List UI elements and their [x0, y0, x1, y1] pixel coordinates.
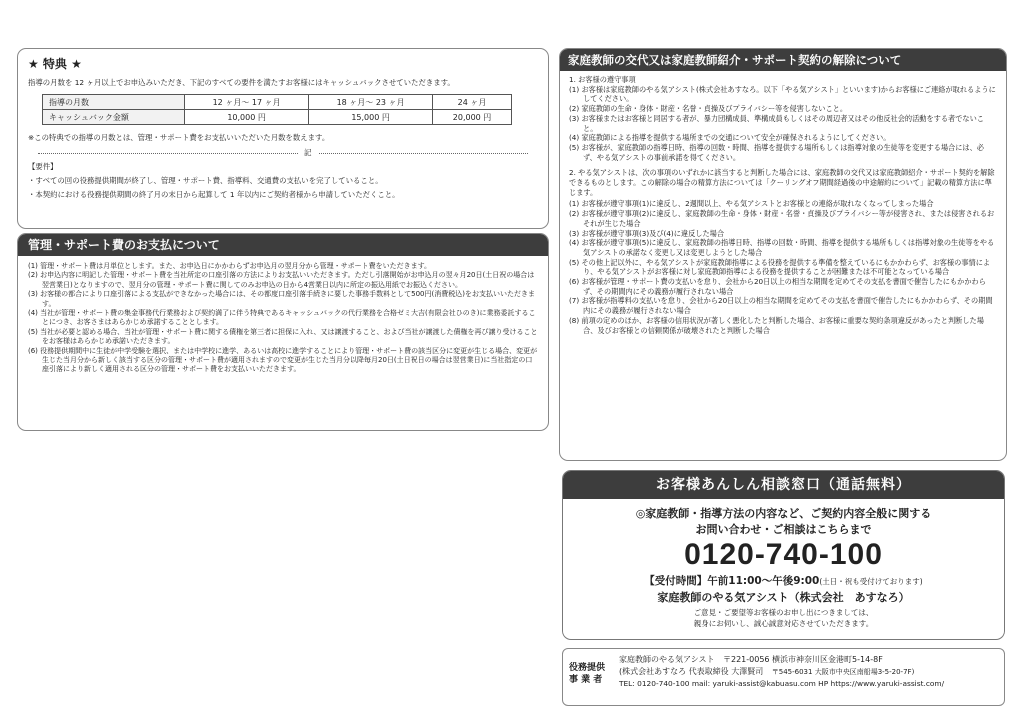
- section-1-title: 1. お客様の遵守事項: [569, 75, 636, 84]
- table-cell: 20,000 円: [433, 110, 512, 125]
- list-item: (7) お客様が指導料の支払いを怠り、会社から20日以上の相当な期間を定めてその支払を書面で催告したにもかかわらず、その期間内にその義務が履行されない場合: [569, 296, 993, 316]
- mgmt-fee-box: [17, 233, 549, 431]
- mgmt-fee-list: [18, 256, 548, 375]
- list-item: (3) お客様またはお客様と同居する者が、暴力団構成員、準構成員もしくはその周辺者又はその他反社会的活動をする者でないこと。: [569, 113, 984, 133]
- table-row: [43, 95, 512, 110]
- hours-text: 【受付時間】午前11:00～午後9:00: [644, 575, 820, 587]
- bonus-intro: 指導の月数を 12 ヶ月以上でお申込みいただき、下記のすべての要件を満たすお客様にはキャッシュバックさせていただきます。: [28, 78, 455, 87]
- list-item: (8) 前項の定めのほか、お客様の信用状況が著しく悪化したと判断した場合、お客様に重要な契約条項違反があったと判断した場合、及びお客様との信頼関係が破壊されたと判断した場合: [569, 315, 984, 335]
- list-item: (1) 管理・サポート費は月単位とします。また、お申込日にかかわらずお申込月の翌月分から管理・サポート費をいただきます。: [28, 262, 432, 270]
- list-item: (5) お客様が、家庭教師の指導日時、指導の回数・時間、指導を提供する場所もしくは指導対象の生徒等を変更する場合には、必ず、やる気アシストの事前承諾を得てください。: [569, 142, 984, 162]
- list-item: (2) 家庭教師の生命・身体・財産・名誉・貞操及びプライバシー等を侵害しないこと。: [569, 104, 848, 114]
- list-item: (2) お申込内容に明記した管理・サポート費を当社所定の口座引落の方法によりお支払いいただきます。ただし引落開始がお申込月の翌々月20日(土日祝の場合は翌営業日)となりますので、翌月分の管理・サポート費に関してのみお申込の日から4営業日以内に所定の振込用紙でお振込ください。: [28, 271, 535, 289]
- list-item: (4) 家庭教師による指導を提供する場所までの交通について安全が確保されるようにしてください。: [569, 133, 891, 143]
- mgmt-fee-title: 管理・サポート費のお支払について: [18, 234, 548, 256]
- bonus-note: ※この特典での指導の月数とは、管理・サポート費をお支払いいただいた月数を数えます。: [28, 133, 330, 142]
- consultation-title: お客様あんしん相談窓口（通話無料）: [563, 471, 1004, 499]
- table-row-label: キャッシュバック金額: [43, 110, 185, 125]
- consultation-box: [562, 470, 1005, 640]
- cancellation-content: [560, 71, 1006, 335]
- consult-note-2: 親身にお伺いし、誠心誠意対応させていただきます。: [693, 619, 874, 628]
- provider-osaka-address: 〒545-6031 大阪市中央区南船場3-5-20-7F): [771, 668, 915, 676]
- bonus-title: ★ 特典 ★: [28, 57, 82, 71]
- list-item: (6) 役務提供期間中に生徒が中学受験を選択、または中学校に進学、あるいは高校に進学することにより管理・サポート費の該当区分に変更が生じる場合、変更が生じた当月分から新しく該当する区分の管理・サポート費が適用されますので変更が生じた当月分以降毎月20日(土日祝日の場合は翌営業日)に当社指定の口座引落により新しく適用される区分の管理・サポート費をお支払いいただきます。: [28, 346, 538, 374]
- list-item: (6) お客様が管理・サポート費の支払いを怠り、会社から20日以上の相当な期間を定めてその支払を書面で催告したにもかかわらず、その期間内にその義務が履行されない場合: [569, 277, 986, 296]
- provider-name: 家庭教師のやる気アシスト: [619, 655, 715, 664]
- cancellation-title: 家庭教師の交代又は家庭教師紹介・サポート契約の解除について: [560, 49, 1006, 71]
- hours-note: (土日・祝も受付けております): [819, 577, 923, 586]
- provider-address: 〒221-0056 横浜市神奈川区金港町5-14-8F: [723, 655, 883, 664]
- consult-line-2: お問い合わせ・ご相談はこちらまで: [695, 523, 872, 536]
- section-2-intro: 2. やる気アシストは、次の事項のいずれかに該当すると判断した場合には、家庭教師の交代又は家庭教師紹介・サポート契約を解除できるものとします。この解除の場合の精算方法については「クーリングオフ期間経過後の中途解約について」記載の精算方法に準じます。: [569, 168, 995, 197]
- requirement-item: ・すべての回の役務提供期間が終了し、管理・サポート費、指導料、交通費の支払いを完了していること。: [28, 176, 383, 185]
- cashback-table: [42, 94, 512, 125]
- list-item: (5) 当社が必要と認める場合、当社が管理・サポート費に関する債権を第三者に担保に入れ、又は譲渡すること、および当社が譲渡した債権を再び譲り受けることをお客様はあらかじめ承諾いただきます。: [28, 327, 538, 346]
- list-item: (1) お客様が遵守事項(1)に違反し、2週間以上、やる気アシストとお客様との連絡が取れなくなってしまった場合: [569, 199, 934, 209]
- list-item: (2) お客様が遵守事項(2)に違反し、家庭教師の生命・身体・財産・名誉・貞操及びプライバシー等が侵害され、または侵害されるおそれが生じた場合: [569, 209, 995, 228]
- table-header: 18 ヶ月～ 23 ヶ月: [309, 95, 433, 110]
- phone-number[interactable]: 0120-740-100: [684, 538, 883, 571]
- list-item: (4) 当社が管理・サポート費の集金事務代行業務および契約満了に伴う特典であるキャッシュバックの代行業務を合格ゼミ大吉(有限会社ひのき)に業務委託することにつき、お客さまはあらかじめ承諾することとします。: [28, 309, 536, 327]
- provider-box: [562, 648, 1005, 706]
- table-row: [43, 110, 512, 125]
- provider-label: [569, 662, 605, 686]
- provider-contact[interactable]: TEL: 0120-740-100 mail: yaruki-assist@kabuasu.com HP https://www.yaruki-assist.com/: [619, 679, 945, 688]
- provider-line-1: [619, 654, 998, 666]
- bonus-box: [17, 48, 549, 229]
- table-header: 指導の月数: [43, 95, 185, 110]
- consultation-body: [563, 505, 1004, 629]
- provider-label-line1: 役務提供: [569, 663, 606, 673]
- company-name: 家庭教師のやる気アシスト（株式会社 あすなろ）: [657, 591, 910, 604]
- consult-line-1: ◎家庭教師・指導方法の内容など、ご契約内容全般に関する: [635, 507, 932, 520]
- provider-company-rep: (株式会社あすなろ 代表取締役 大澤賢司: [619, 667, 764, 676]
- requirement-item: ・本契約における役務提供期間の終了月の末日から起算して 1 年以内にご契約者様から申請していただくこと。: [28, 190, 400, 199]
- list-item: (1) お客様は家庭教師のやる気アシスト(株式会社あすなろ。以下「やる気アシスト」といいます)からお客様にご連絡が取れるようにしてください。: [569, 84, 996, 104]
- table-header: 12 ヶ月～ 17 ヶ月: [185, 95, 309, 110]
- reception-hours: [563, 573, 1004, 588]
- ki-label: 記: [298, 147, 318, 158]
- divider-line: [38, 153, 528, 154]
- list-item: (3) お客様が遵守事項(3)及び(4)に違反した場合: [569, 228, 725, 238]
- table-header: 24 ヶ月: [433, 95, 512, 110]
- consult-note-1: ご意見・ご要望等お客様のお申し出につきましては、: [693, 608, 874, 617]
- table-cell: 15,000 円: [309, 110, 433, 125]
- provider-line-2: [619, 666, 998, 678]
- cancellation-box: [559, 48, 1007, 461]
- provider-label-line2: 事 業 者: [569, 675, 603, 685]
- list-item: (4) お客様が遵守事項(5)に違反し、家庭教師の指導日時、指導の回数・時間、指導を提供する場所もしくは指導対象の生徒等をやる気アシストの承諾なく変更し又は変更しようとした場合: [569, 238, 995, 257]
- table-cell: 10,000 円: [185, 110, 309, 125]
- list-item: (3) お客様の都合により口座引落による支払ができなかった場合には、その都度口座引落手続きに要した事務手数料として500円(消費税込)をお支払いいただきます。: [28, 290, 535, 308]
- provider-details: [619, 654, 998, 690]
- ki-divider: [28, 147, 538, 159]
- requirements-label: 【要件】: [28, 162, 58, 171]
- list-item: (5) その他上記以外に、やる気アシストが家庭教師指導による役務を提供する準備を整えているにもかかわらず、お客様の事情により、やる気アシストがお客様に対し家庭教師指導による役務を提供することが困難または不可能となっている場合: [569, 257, 991, 277]
